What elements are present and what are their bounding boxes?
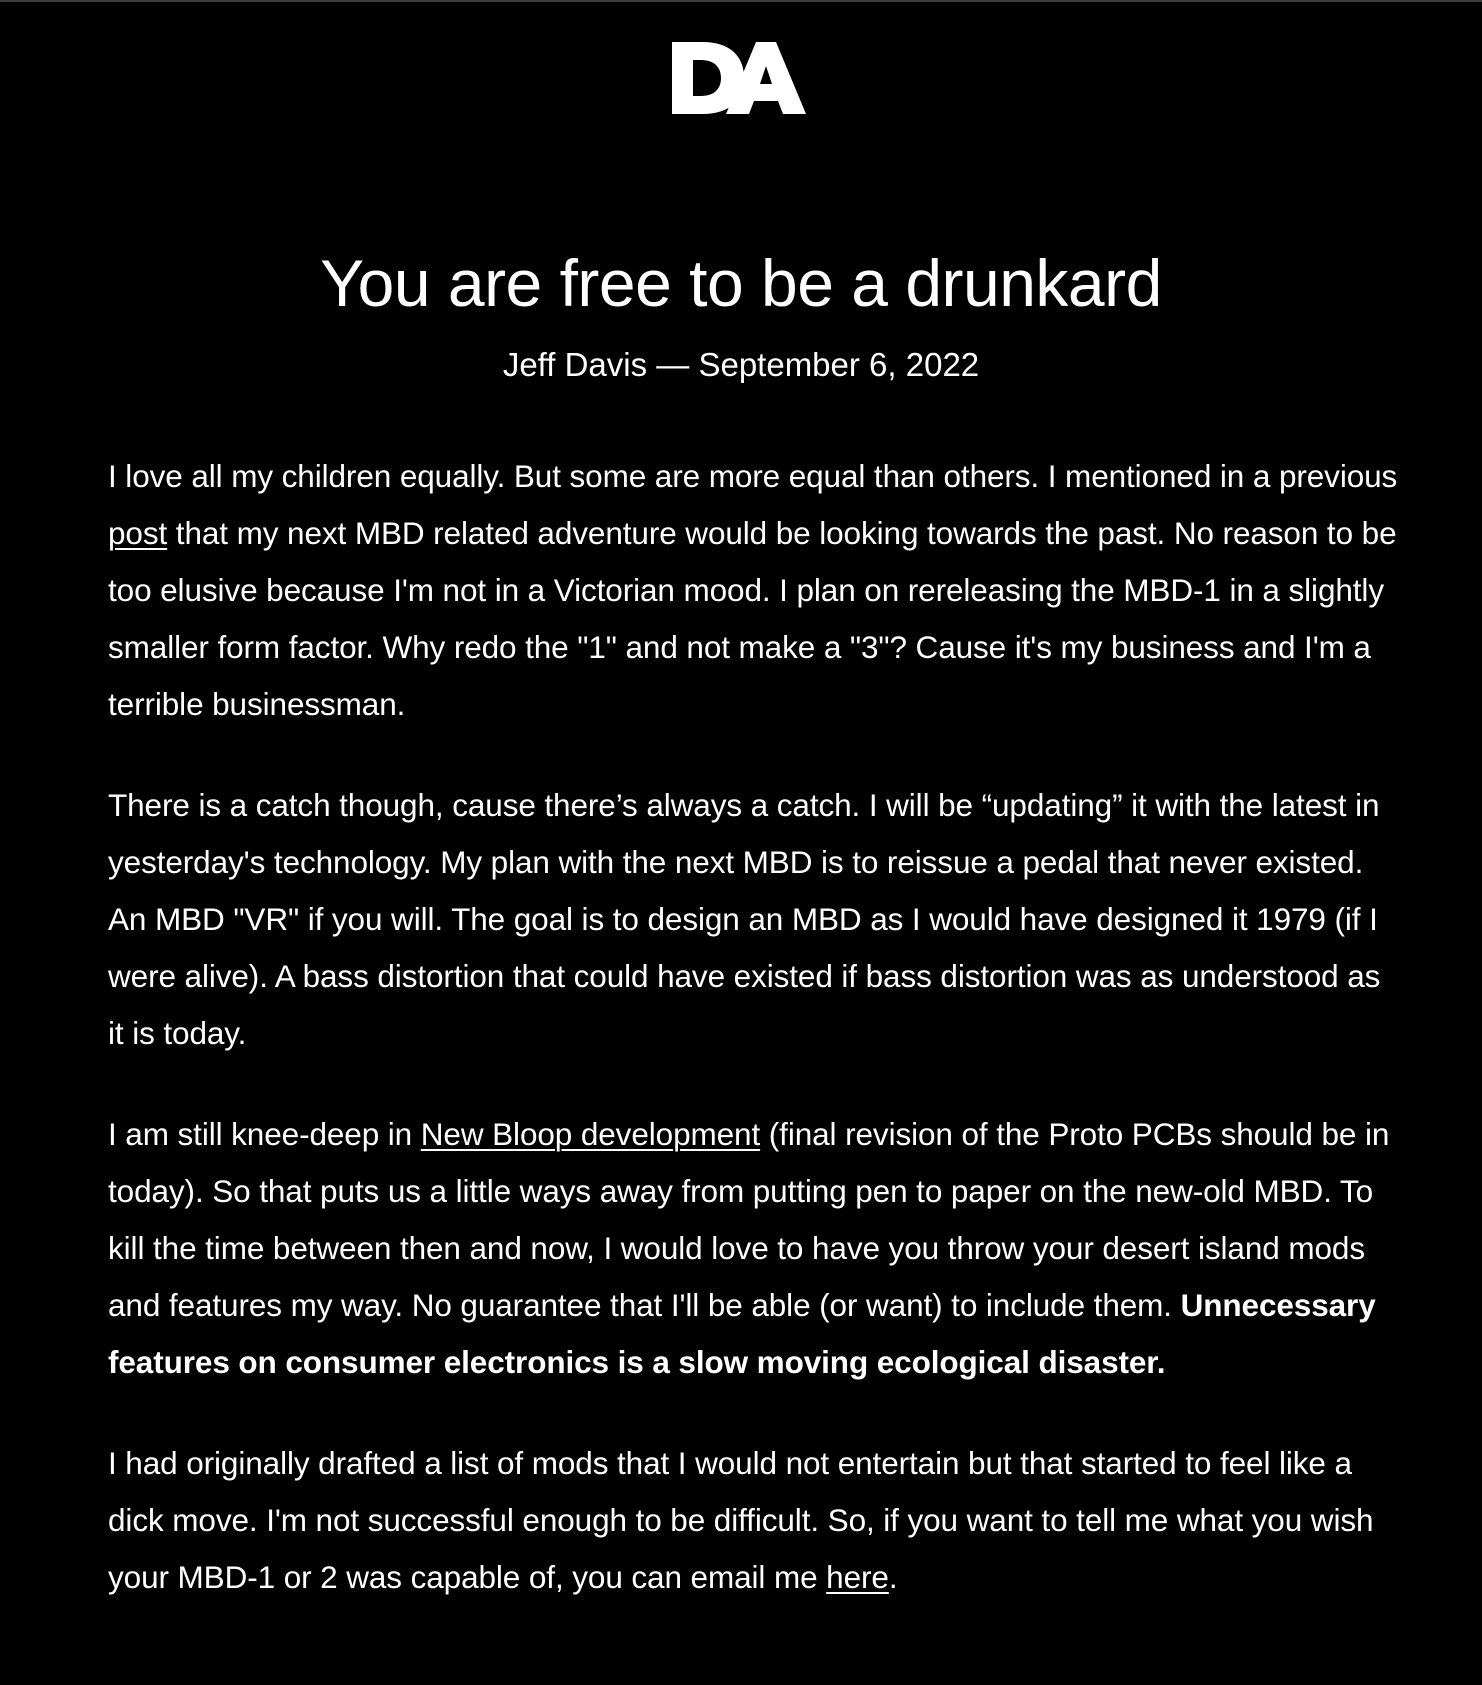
paragraph-text: (final revision of the Proto PCBs should be in today). So that puts us a little ways away from putting pen to paper on the new-old MBD. To kill the time between then and now, I would love to have you throw your desert island mods and features my way. No guarantee that I'll be able (or want) to include them. (108, 1116, 1390, 1323)
author-name: Jeff Davis (502, 346, 648, 383)
post-link[interactable]: post (108, 515, 168, 551)
byline-separator: — (647, 346, 699, 383)
emphasis-text: Unnecessary features on consumer electronics is a slow moving ecological disaster. (108, 1287, 1376, 1380)
paragraph-1 (108, 448, 1398, 733)
da-logo-icon[interactable] (672, 42, 806, 114)
article-title: You are free to be a drunkard (320, 246, 1162, 320)
top-border (0, 0, 1482, 2)
email-here-link[interactable]: here (826, 1559, 889, 1595)
paragraph-text: that my next MBD related adventure would be looking towards the past. No reason to be too elusive because I'm not in a Victorian mood. I plan on rereleasing the MBD-1 in a slightly smaller form factor. Why redo the "1" and not make a "3"? Cause it's my business and I'm a terrible businessman. (108, 515, 1397, 722)
new-bloop-development-link[interactable]: New Bloop development (420, 1116, 761, 1152)
paragraph-4 (108, 1435, 1398, 1606)
article-byline (0, 345, 1482, 385)
paragraph-text: I had originally drafted a list of mods that I would not entertain but that started to feel like a dick move. I'm not successful enough to be difficult. So, if you want to tell me what you wish your MBD-1 or 2 was capable of, you can email me (108, 1445, 1374, 1595)
paragraph-text: . (888, 1559, 898, 1595)
paragraph-text: I am still knee-deep in (108, 1116, 421, 1152)
publish-date: September 6, 2022 (698, 346, 980, 383)
paragraph-2 (108, 777, 1398, 1062)
article-body (108, 448, 1398, 1650)
paragraph-3 (108, 1106, 1398, 1391)
paragraph-text: I love all my children equally. But some are more equal than others. I mentioned in a previous (108, 458, 1398, 494)
paragraph-text: There is a catch though, cause there’s always a catch. I will be “updating” it with the latest in yesterday's technology. My plan with the next MBD is to reissue a pedal that never existed. An MBD "VR" if you will. The goal is to design an MBD as I would have designed it 1979 (if I were alive). A bass distortion that could have existed if bass distortion was as understood as it is today. (108, 787, 1381, 1051)
